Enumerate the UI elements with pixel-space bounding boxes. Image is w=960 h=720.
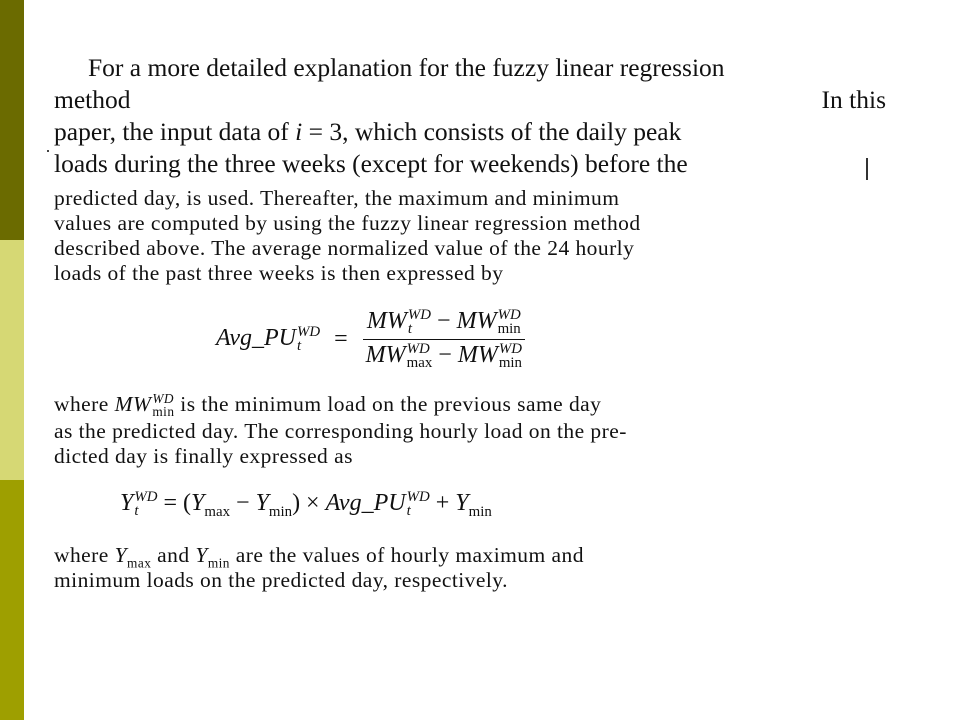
sidebar-stripe-bottom	[0, 480, 24, 720]
eq2-equals: = (	[157, 490, 192, 516]
eq1-num-minus: −	[437, 308, 451, 334]
eq2-plus: +	[429, 490, 456, 516]
eq2-avg-sup: WD	[406, 489, 430, 506]
method-line: loads of the past three weeks is then expressed by	[54, 261, 504, 285]
eq1-equals: =	[334, 325, 348, 352]
eq1-num-a-scripts	[408, 308, 431, 336]
eq1-num-b-scripts	[498, 308, 521, 336]
eq1-fraction	[362, 308, 526, 370]
sidebar-stripe-top	[0, 0, 24, 240]
eq2-avg-base: Avg_PU	[325, 490, 406, 516]
eq1-den-a-scripts	[407, 342, 433, 370]
intro-line-3	[54, 116, 886, 148]
eq1-den-a-sup: WD	[406, 340, 430, 357]
definition-line-3: dicted day is finally expressed as	[54, 443, 353, 468]
definition-suffix: is the minimum load on the previous same day	[180, 392, 602, 416]
eq1-den-b-base: MW	[457, 341, 498, 368]
intro-line-2-left: method	[54, 85, 131, 114]
paragraph-method	[54, 186, 886, 286]
eq2-minus: −	[230, 490, 256, 516]
paragraph-conclusion	[54, 543, 886, 593]
definition-var-scripts	[152, 393, 174, 418]
eq2-ymax-sub: max	[204, 503, 231, 520]
eq1-num-a-sup: WD	[407, 307, 432, 324]
eq1-den-b-scripts	[499, 342, 522, 370]
intro-line-4: loads during the three weeks (except for weekends) before the	[54, 149, 688, 178]
sidebar-stripe-middle	[0, 240, 24, 480]
definition-line-1	[54, 392, 886, 419]
eq1-den-minus: −	[438, 341, 452, 368]
intro-line-2	[54, 84, 886, 116]
intro-line-3-rest: = 3, which consists of the daily peak	[302, 117, 682, 146]
conclusion-var1-base: Y	[114, 543, 128, 567]
paragraph-definition	[54, 392, 886, 469]
eq1-num-a-base: MW	[366, 308, 407, 334]
method-line: predicted day, is used. Thereafter, the maximum and minimum	[54, 186, 620, 210]
eq1-num-a-sub: t	[407, 321, 413, 338]
equation-avg-pu	[216, 308, 526, 370]
eq1-lhs	[216, 325, 320, 354]
eq1-denominator	[362, 340, 526, 371]
eq2-ymax-base: Y	[191, 490, 205, 516]
eq2-ymin2-sub: min	[468, 503, 492, 520]
eq2-ymin-sub: min	[268, 503, 293, 520]
eq1-den-a-sub: max	[406, 355, 433, 372]
conclusion-line-1	[54, 543, 886, 571]
stray-mark	[47, 150, 49, 152]
eq1-num-b-sub: min	[497, 321, 521, 338]
method-line: described above. The average normalized value of the 24 hourly	[54, 236, 635, 260]
eq2-y-base: Y	[120, 490, 134, 516]
method-line: values are computed by using the fuzzy linear regression method	[54, 211, 641, 235]
conclusion-prefix: where	[54, 543, 109, 567]
intro-line-2-right: In this	[821, 85, 886, 114]
eq2-ymin2-base: Y	[455, 490, 469, 516]
conclusion-line-2: minimum loads on the predicted day, respectively.	[54, 568, 508, 592]
definition-var-sup: WD	[152, 391, 174, 407]
intro-line-3-prefix: paper, the input data of	[54, 117, 289, 146]
eq1-numerator	[363, 308, 525, 340]
conclusion-var1-sub: max	[127, 555, 152, 571]
eq1-lhs-scripts	[297, 325, 320, 353]
definition-var-base: MW	[114, 392, 152, 416]
conclusion-var2-base: Y	[195, 543, 208, 567]
eq1-den-b-sub: min	[498, 355, 522, 372]
eq2-y-sup: WD	[134, 489, 158, 506]
conclusion-var2-sub: min	[207, 555, 230, 571]
eq2-y-scripts	[134, 490, 157, 518]
equation-hourly-load	[120, 490, 492, 519]
eq2-y-sub: t	[134, 503, 139, 520]
eq1-den-a-base: MW	[365, 341, 406, 368]
conclusion-suffix: are the values of hourly maximum and	[235, 543, 584, 567]
text-cursor	[866, 158, 868, 180]
definition-var-sub: min	[152, 404, 175, 420]
eq1-den-b-sup: WD	[498, 340, 522, 357]
eq1-lhs-base: Avg_PU	[216, 324, 296, 351]
eq2-avg-scripts	[407, 490, 430, 518]
paragraph-intro	[54, 52, 886, 180]
definition-line-2: as the predicted day. The corresponding hourly load on the pre-	[54, 418, 627, 443]
eq1-num-b-sup: WD	[497, 307, 521, 324]
eq2-avg-sub: t	[406, 503, 411, 520]
intro-line-1: For a more detailed explanation for the fuzzy linear regression	[88, 53, 725, 82]
eq1-lhs-sup: WD	[296, 324, 321, 341]
intro-variable-i: i	[295, 117, 303, 146]
eq1-lhs-sub: t	[296, 338, 302, 355]
eq2-ymin-base: Y	[255, 490, 269, 516]
eq1-num-b-base: MW	[456, 308, 497, 334]
definition-prefix: where	[54, 392, 109, 416]
conclusion-and: and	[157, 543, 190, 567]
eq2-times: ) ×	[292, 490, 326, 516]
